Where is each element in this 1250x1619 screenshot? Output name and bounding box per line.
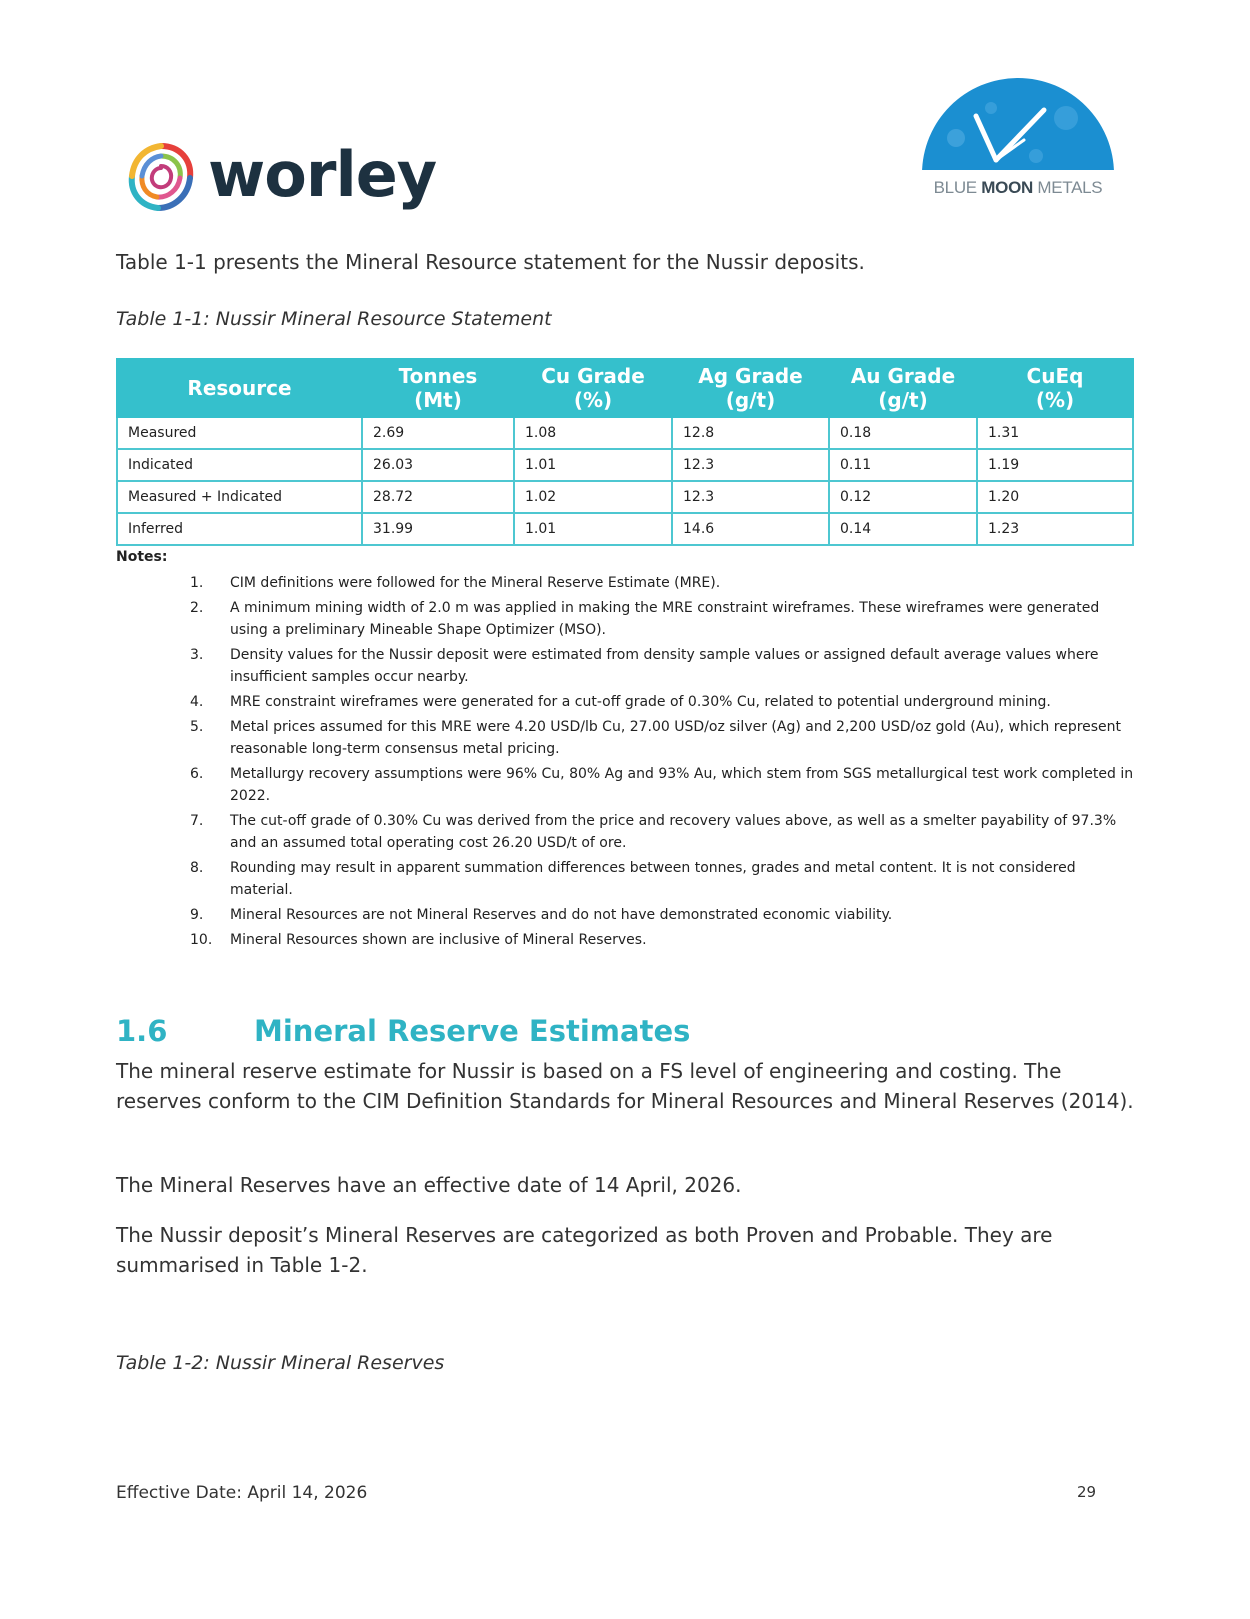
table-cell: 1.19: [977, 449, 1133, 481]
note-item: 8. Rounding may result in apparent summation differences between tonnes, grades and metal content. It is not considered material.: [190, 860, 1076, 898]
table-cell: 14.6: [672, 513, 829, 545]
body-paragraph: The Nussir deposit’s Mineral Reserves are categorized as both Proven and Probable. They are summarised in Table 1-2.: [116, 1223, 1053, 1277]
table-cell: 0.11: [829, 449, 977, 481]
notes-label: Notes:: [116, 549, 168, 565]
table-cell: 1.31: [977, 417, 1133, 449]
table-cell: 1.08: [514, 417, 672, 449]
table-cell: 0.14: [829, 513, 977, 545]
table-cell: 12.8: [672, 417, 829, 449]
table-cell: 0.12: [829, 481, 977, 513]
notes-list: [190, 572, 1140, 954]
header-ag-grade: Ag Grade (g/t): [672, 359, 829, 417]
note-item: 7. The cut-off grade of 0.30% Cu was derived from the price and recovery values above, as well as a smelter payability of 97.3% and an assumed total operating cost 26.20 USD/t of ore.: [190, 813, 1117, 851]
note-item: 2. A minimum mining width of 2.0 m was applied in making the MRE constraint wireframes. These wireframes were generated using a preliminary Mineable Shape Optimizer (MSO).: [190, 600, 1100, 638]
blue-moon-metals-logo: [916, 78, 1118, 204]
table-row: [117, 417, 1133, 449]
body-paragraph: The Mineral Reserves have an effective date of 14 April, 2026.: [116, 1173, 742, 1197]
body-paragraph: The mineral reserve estimate for Nussir is based on a FS level of engineering and costing. The reserves conform to the CIM Definition Standards for Mineral Resources and Mineral Reserves (2014).: [116, 1059, 1134, 1113]
table-cell: Inferred: [117, 513, 362, 545]
header-resource: Resource: [117, 359, 362, 417]
table-cell: 12.3: [672, 449, 829, 481]
header-cueq: CuEq (%): [977, 359, 1133, 417]
table-cell: 26.03: [362, 449, 514, 481]
table-cell: 0.18: [829, 417, 977, 449]
moon-clock-icon: [916, 78, 1118, 178]
footer-effective-date: Effective Date: April 14, 2026: [116, 1483, 368, 1503]
note-item: 1. CIM definitions were followed for the Mineral Reserve Estimate (MRE).: [190, 575, 721, 591]
table-header-row: [117, 359, 1133, 417]
table-cell: 1.01: [514, 449, 672, 481]
table-cell: 31.99: [362, 513, 514, 545]
table-cell: 1.02: [514, 481, 672, 513]
worley-logo-text: worley: [208, 138, 437, 211]
header-tonnes: Tonnes (Mt): [362, 359, 514, 417]
worley-swirl-icon: [124, 140, 198, 214]
blue-moon-metals-logo-text: BLUE MOON METALS: [933, 178, 1103, 197]
intro-paragraph: Table 1-1 presents the Mineral Resource statement for the Nussir deposits.: [116, 250, 865, 274]
table-row: [117, 449, 1133, 481]
table-cell: 12.3: [672, 481, 829, 513]
table-cell: 1.20: [977, 481, 1133, 513]
table-cell: 1.01: [514, 513, 672, 545]
note-item: 10. Mineral Resources shown are inclusive of Mineral Reserves.: [190, 932, 647, 948]
note-item: 9. Mineral Resources are not Mineral Reserves and do not have demonstrated economic viability.: [190, 907, 893, 923]
table-2-caption: Table 1-2: Nussir Mineral Reserves: [116, 1352, 445, 1374]
note-item: 5. Metal prices assumed for this MRE were 4.20 USD/lb Cu, 27.00 USD/oz silver (Ag) and 2,200 USD/oz gold (Au), which represent reasonable long-term consensus metal pricing.: [190, 719, 1122, 757]
header-au-grade: Au Grade (g/t): [829, 359, 977, 417]
mineral-resource-table: [116, 358, 1134, 546]
table-row: [117, 481, 1133, 513]
note-item: 3. Density values for the Nussir deposit were estimated from density sample values or assigned default average values where insufficient samples occur nearby.: [190, 647, 1099, 685]
table-row: [117, 513, 1133, 545]
table-cell: 1.23: [977, 513, 1133, 545]
worley-logo: [124, 138, 444, 218]
table-1-caption: Table 1-1: Nussir Mineral Resource Statement: [116, 308, 552, 330]
section-number: 1.6: [116, 1014, 168, 1048]
table-cell: Measured + Indicated: [117, 481, 362, 513]
header-cu-grade: Cu Grade (%): [514, 359, 672, 417]
table-cell: 28.72: [362, 481, 514, 513]
section-heading: [116, 1014, 690, 1048]
note-item: 6. Metallurgy recovery assumptions were 96% Cu, 80% Ag and 93% Au, which stem from SGS metallurgical test work completed in 2022.: [190, 766, 1134, 804]
table-cell: 2.69: [362, 417, 514, 449]
note-item: 4. MRE constraint wireframes were generated for a cut-off grade of 0.30% Cu, related to potential underground mining.: [190, 694, 1051, 710]
table-cell: Measured: [117, 417, 362, 449]
section-title: Mineral Reserve Estimates: [254, 1014, 691, 1048]
table-cell: Indicated: [117, 449, 362, 481]
page-number: 29: [1077, 1483, 1097, 1501]
